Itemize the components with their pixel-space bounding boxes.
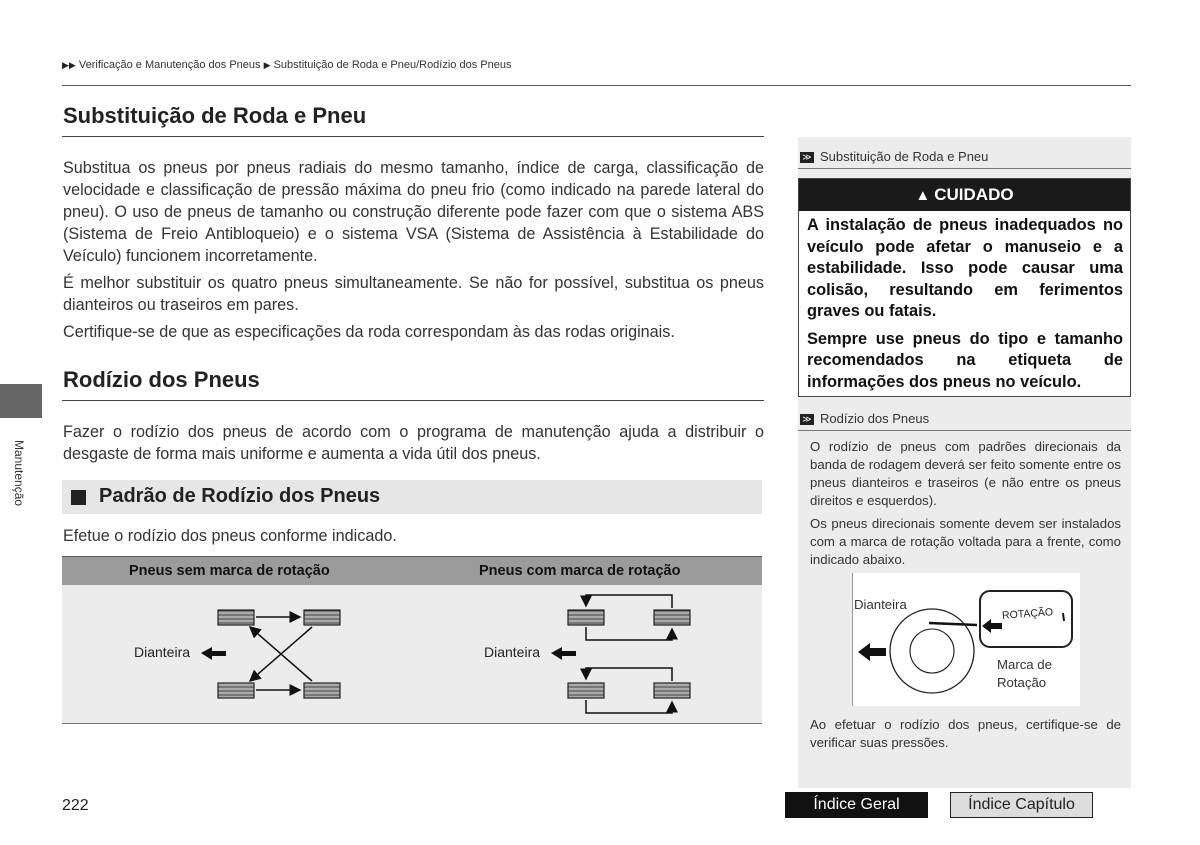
table-diagram-row — [62, 585, 762, 724]
header-divider — [62, 85, 1131, 86]
note-divider — [798, 168, 1131, 169]
note-divider — [798, 430, 1131, 431]
paragraph: Substitua os pneus por pneus radiais do mesmo tamanho, índice de carga, classificação de velocidade e classificação de pressão máxima do pneu frio (como indicado na parede lateral do pneu). O uso de pneus de tamanho ou construção diferente pode fazer com que o sistema ABS (Sistema de Freio Antibloqueio) e o sistema VSA (Sistema de Assistência à Estabilidade do Veículo) funcionem incorretamente. — [63, 159, 764, 265]
note-arrow-icon: ≫ — [800, 414, 814, 425]
tire-icon — [304, 610, 340, 625]
tire-icon — [568, 683, 604, 698]
section-title: Substituição de Roda e Pneu — [63, 103, 367, 128]
tire-icon — [218, 683, 254, 698]
page-number: 222 — [62, 797, 89, 814]
rotation-label: ROTAÇÃO — [1001, 606, 1054, 622]
front-label: Dianteira — [134, 644, 191, 660]
tire-icon — [654, 610, 690, 625]
paragraph: Efetue o rodízio dos pneus conforme indicado. — [63, 527, 397, 545]
section-divider — [62, 136, 764, 137]
general-index-button[interactable]: Índice Geral — [785, 792, 928, 818]
paragraph: Fazer o rodízio dos pneus de acordo com o programa de manutenção ajuda a distribuir o desgaste de forma mais uniforme e aumenta a vida útil dos pneus. — [63, 423, 764, 463]
section-body — [63, 525, 764, 552]
warning-icon: ▲ — [915, 187, 931, 204]
column-header: Pneus com marca de rotação — [479, 563, 681, 579]
arrow-icon — [586, 595, 672, 608]
rotation-mark-label: Marca de Rotação — [997, 657, 1052, 690]
note-heading: ≫ Rodízio dos Pneus — [800, 411, 929, 426]
caution-text: A instalação de pneus inadequados no veículo pode afetar o manuseio e a estabilidade. Isso pode causar uma colisão, resultando em ferimentos graves ou fatais. Sempre use pneus do tipo e tamanho recomendados na etiqueta de informações dos pneus no veículo. — [807, 216, 1123, 391]
arrow-icon — [586, 700, 672, 713]
section-divider — [62, 400, 764, 401]
chapter-label: Manutenção — [12, 440, 26, 507]
square-bullet-icon — [71, 490, 86, 505]
note-body: O rodízio de pneus com padrões direcionais da banda de rodagem deverá ser feito somente entre os pneus dianteiros e traseiros (e não entre os pneus direitos e esquerdos). Os pneus direcionais somente devem ser instalados com a marca de rotação voltada para a frente, como indicado abaixo. — [810, 439, 1121, 567]
section-body — [63, 421, 764, 470]
arrow-icon — [586, 627, 672, 640]
section-title: Rodízio dos Pneus — [63, 367, 260, 392]
caution-title: ▲ CUIDADO — [799, 179, 1130, 211]
subsection-heading — [62, 480, 762, 514]
rotation-mark-figure — [852, 573, 1080, 706]
section-body — [63, 157, 764, 348]
chapter-tab — [0, 384, 42, 418]
double-arrow-icon: ▶▶ — [62, 60, 76, 70]
front-arrow-icon — [551, 647, 576, 660]
breadcrumb — [62, 59, 511, 71]
front-label: Dianteira — [854, 597, 907, 612]
column-header: Pneus sem marca de rotação — [129, 563, 330, 579]
caution-box — [798, 178, 1131, 397]
front-label: Dianteira — [484, 644, 541, 660]
note-body: Ao efetuar o rodízio dos pneus, certifique-se de verificar suas pressões. — [810, 717, 1121, 750]
note-arrow-icon: ≫ — [800, 152, 814, 163]
subsection-title: Padrão de Rodízio dos Pneus — [99, 485, 381, 507]
arrow-icon: ▶ — [263, 60, 271, 70]
paragraph: É melhor substituir os quatro pneus simultaneamente. Se não for possível, substitua os pneus dianteiros ou traseiros em pares. — [63, 274, 764, 314]
breadcrumb-item[interactable]: Verificação e Manutenção dos Pneus — [78, 59, 261, 71]
tire-icon — [304, 683, 340, 698]
rotation-table — [62, 556, 762, 723]
breadcrumb-item[interactable]: Substituição de Roda e Pneu/Rodízio dos Pneus — [273, 59, 512, 71]
note-heading: ≫ Substituição de Roda e Pneu — [800, 149, 988, 164]
arrow-icon — [586, 668, 672, 681]
tire-icon — [654, 683, 690, 698]
front-arrow-icon — [201, 647, 226, 660]
chapter-index-button[interactable]: Índice Capítulo — [950, 792, 1093, 818]
tire-icon — [218, 610, 254, 625]
table-header — [62, 556, 762, 585]
front-arrow-icon — [858, 643, 886, 661]
tire-icon — [568, 610, 604, 625]
paragraph: Certifique-se de que as especificações da roda correspondam às das rodas originais. — [63, 323, 675, 341]
